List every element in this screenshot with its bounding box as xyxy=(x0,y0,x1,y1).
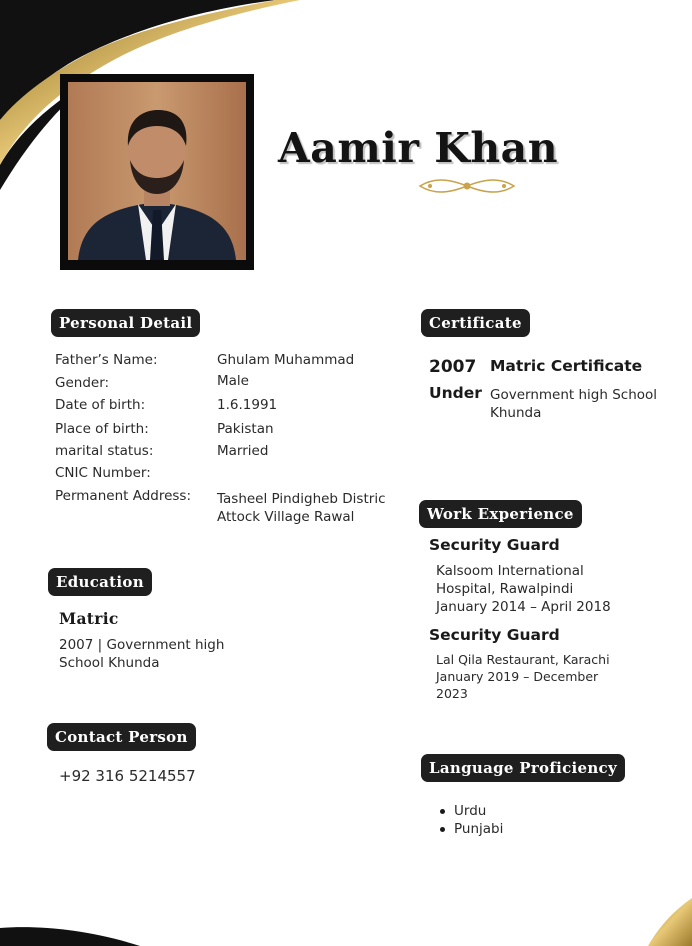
address-line: Attock Village Rawal xyxy=(217,509,355,525)
dob-value: 1.6.1991 xyxy=(217,397,278,413)
gender-label: Gender: xyxy=(55,375,110,391)
gender-value: Male xyxy=(217,373,249,389)
institution-line: Khunda xyxy=(490,405,542,421)
work-line: Lal Qila Restaurant, Karachi xyxy=(436,652,610,667)
candidate-name: Aamir Khan xyxy=(278,124,559,172)
address-line: Tasheel Pindigheb Distric xyxy=(217,491,386,507)
work-line: January 2014 – April 2018 xyxy=(436,599,611,615)
work-details-1 xyxy=(436,562,611,616)
work-line: Kalsoom International xyxy=(436,563,584,579)
education-details xyxy=(59,636,224,672)
language-item: Urdu xyxy=(438,802,503,820)
work-title-2: Security Guard xyxy=(429,626,560,644)
marital-status-value: Married xyxy=(217,443,269,459)
person-portrait-icon xyxy=(68,82,246,260)
work-title-1: Security Guard xyxy=(429,536,560,554)
work-line: Hospital, Rawalpindi xyxy=(436,581,574,597)
section-personal-detail: Personal Detail xyxy=(51,309,200,337)
profile-photo xyxy=(68,82,246,260)
contact-phone: +92 316 5214557 xyxy=(59,767,196,785)
section-language-proficiency: Language Proficiency xyxy=(421,754,625,782)
dob-label: Date of birth: xyxy=(55,397,146,413)
fathers-name-label: Father’s Name: xyxy=(55,352,158,368)
section-contact-person: Contact Person xyxy=(47,723,196,751)
address-value xyxy=(217,490,386,526)
language-list xyxy=(438,802,503,838)
section-certificate: Certificate xyxy=(421,309,530,337)
section-work-experience: Work Experience xyxy=(419,500,582,528)
education-line: School Khunda xyxy=(59,655,160,671)
certificate-under-label: Under xyxy=(429,384,482,402)
place-of-birth-label: Place of birth: xyxy=(55,421,149,437)
certificate-institution xyxy=(490,386,657,422)
profile-photo-frame xyxy=(60,74,254,270)
place-of-birth-value: Pakistan xyxy=(217,421,274,437)
work-line: 2023 xyxy=(436,686,468,701)
work-details-2 xyxy=(436,651,610,702)
address-label: Permanent Address: xyxy=(55,488,192,504)
cnic-label: CNIC Number: xyxy=(55,465,151,481)
marital-status-label: marital status: xyxy=(55,443,154,459)
fathers-name-value: Ghulam Muhammad xyxy=(217,352,355,368)
work-line: January 2019 – December xyxy=(436,669,599,684)
education-title: Matric xyxy=(59,609,119,628)
certificate-title: Matric Certificate xyxy=(490,357,643,375)
certificate-year: 2007 xyxy=(429,357,477,377)
institution-line: Government high School xyxy=(490,387,658,403)
language-item: Punjabi xyxy=(438,820,503,838)
section-education: Education xyxy=(48,568,152,596)
ornamental-divider xyxy=(255,176,692,196)
education-line: 2007 | Government high xyxy=(59,637,225,653)
